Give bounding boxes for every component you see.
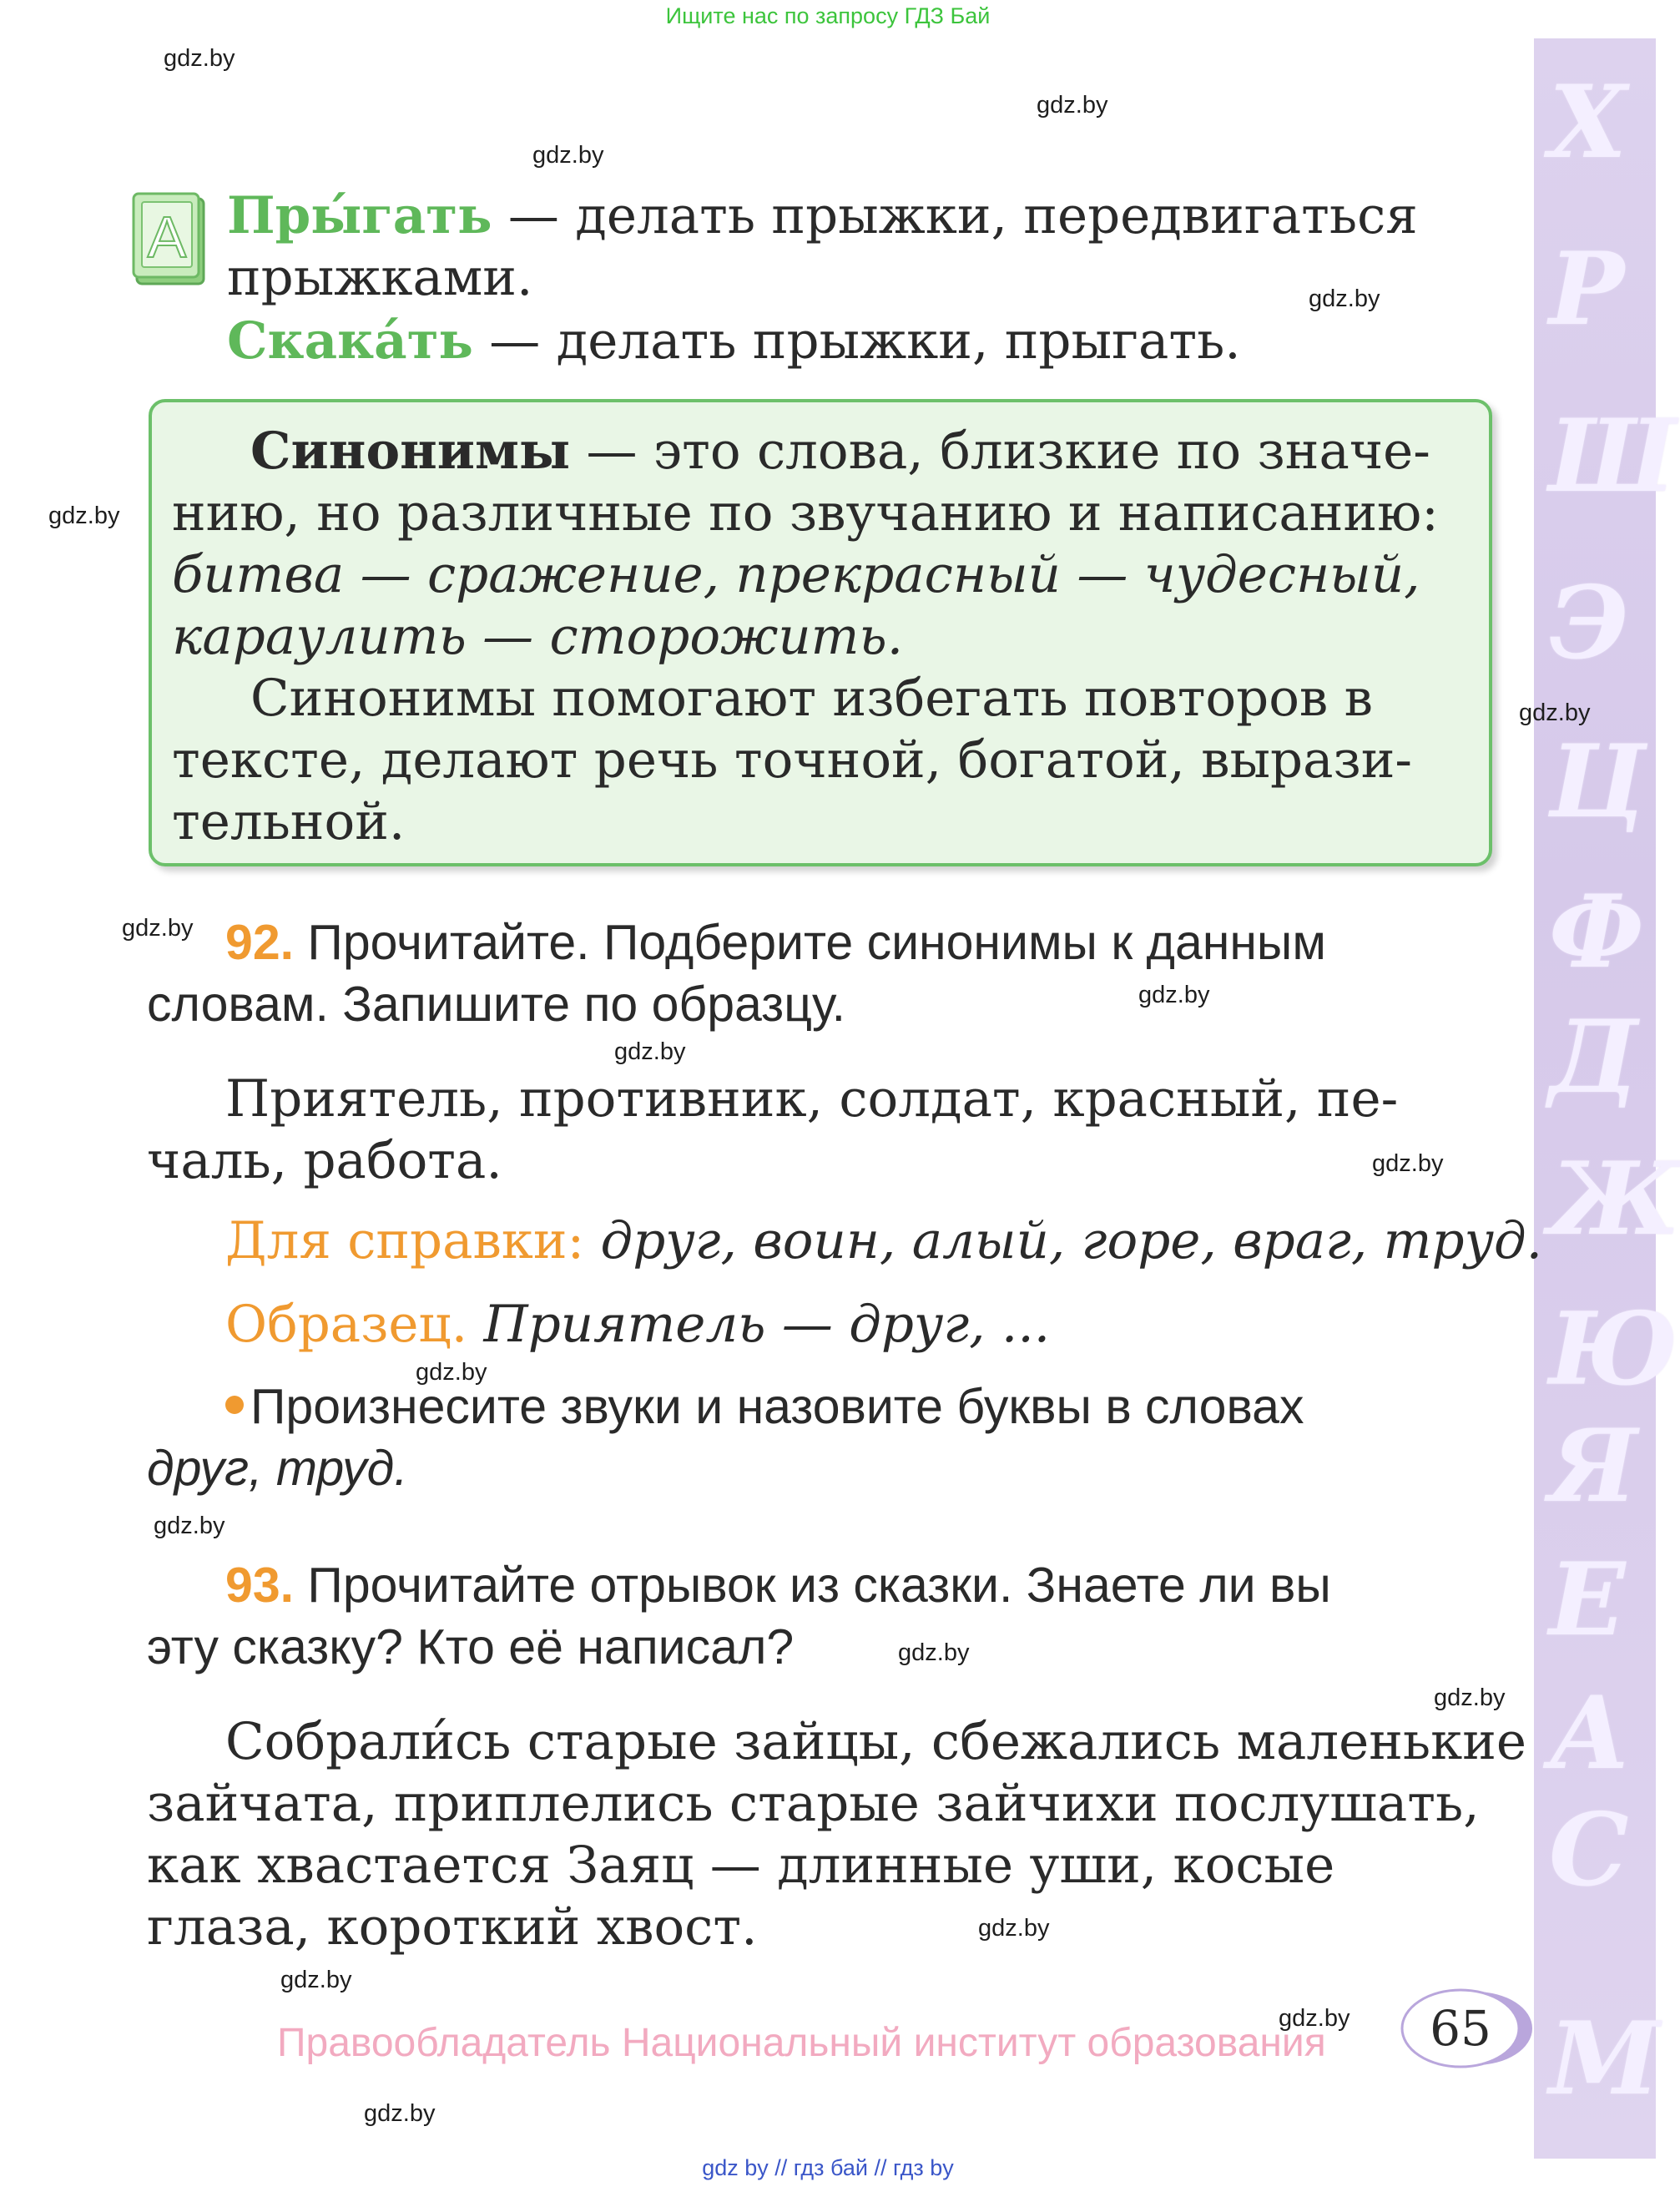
watermark: gdz.by (122, 915, 194, 942)
task-text: Прочитайте отрывок из сказки. Знаете ли вы (294, 1558, 1331, 1613)
watermark: gdz.by (1138, 982, 1210, 1008)
strip-letter: Х (1549, 63, 1627, 181)
dictionary-entry-1 (227, 185, 1418, 247)
strip-letter: Ж (1549, 1140, 1680, 1258)
strip-letter: Ш (1549, 397, 1677, 515)
dictionary-entry-2 (227, 311, 1241, 372)
extra-task-text: Произнесите звуки и назовите буквы в словах (250, 1379, 1304, 1434)
watermark: gdz.by (978, 1915, 1050, 1942)
watermark: gdz.by (280, 1967, 352, 1993)
exercise-92-task (225, 912, 1326, 973)
copyright-notice: Правообладатель Национальный институт образования (277, 2021, 1326, 2065)
dictionary-definition: — делать прыжки, прыгать. (472, 311, 1241, 371)
watermark: gdz.by (154, 1513, 225, 1539)
strip-letter: М (1549, 2000, 1660, 2118)
strip-letter: Я (1549, 1407, 1637, 1525)
watermark: gdz.by (48, 503, 120, 529)
watermark: gdz.by (364, 2100, 436, 2127)
top-banner: Ищите нас по запросу ГДЗ Бай (665, 3, 991, 28)
exercise-92-words: Приятель, противник, солдат, красный, пе- (225, 1069, 1399, 1129)
sample-label: Образец. (225, 1295, 468, 1354)
strip-letter: Ю (1549, 1290, 1678, 1408)
strip-letter: Д (1549, 998, 1638, 1116)
exercise-92-task-cont: словам. Запишите по образцу. (147, 977, 846, 1032)
story-line: Собрали́сь старые зайцы, сбежались маленькие (225, 1712, 1526, 1771)
exercise-number: 93. (225, 1558, 295, 1613)
rule-line (250, 421, 1430, 482)
rule-line: тексте, делают речь точной, богатой, вырази- (172, 730, 1413, 790)
rule-line: Синонимы помогают избегать повторов в (250, 669, 1374, 728)
story-line: глаза, короткий хвост. (147, 1897, 758, 1957)
strip-letter: Э (1549, 564, 1629, 682)
rule-line: нию, но различные по звучанию и написанию: (172, 483, 1439, 543)
bottom-links[interactable]: gdz by // гдз бай // гдз by (702, 2155, 954, 2180)
strip-letter: Ф (1549, 873, 1644, 991)
strip-letter: Е (1549, 1541, 1626, 1659)
reference-label: Для справки: (225, 1211, 585, 1270)
watermark: gdz.by (164, 45, 235, 72)
strip-letter: Р (1549, 230, 1625, 348)
strip-letter: А (1549, 1674, 1631, 1792)
strip-letter: Ц (1549, 723, 1646, 841)
task-text: Прочитайте. Подберите синонимы к данным (294, 915, 1326, 970)
story-line: зайчата, приплелись старые зайчихи послушать, (147, 1774, 1480, 1833)
dictionary-entry-1-cont: прыжками. (227, 248, 533, 307)
story-line: как хвастается Заяц — длинные уши, косые (147, 1836, 1335, 1895)
watermark: gdz.by (532, 142, 604, 169)
watermark: gdz.by (898, 1639, 970, 1666)
alphabet-strip (1534, 38, 1680, 2159)
rule-example: битва — сражение, прекрасный — чудесный, (172, 545, 1420, 604)
exercise-92-extra-words: друг, труд. (147, 1441, 408, 1496)
dictionary-definition: — делать прыжки, передвигаться (492, 186, 1418, 245)
svg-text:A: A (147, 205, 187, 270)
exercise-93-task-cont: эту сказку? Кто её написал? (147, 1619, 795, 1674)
exercise-93-task (225, 1554, 1331, 1616)
watermark: gdz.by (1434, 1684, 1506, 1711)
strip-letter: С (1549, 1791, 1629, 1909)
watermark: gdz.by (1519, 700, 1591, 726)
rule-line: тельной. (172, 792, 406, 851)
rule-example: караулить — сторожить. (172, 607, 904, 666)
sample-text: Приятель — друг, ... (467, 1295, 1051, 1354)
page-number-badge (1392, 1987, 1532, 2070)
exercise-number: 92. (225, 915, 295, 970)
watermark: gdz.by (1372, 1150, 1444, 1177)
dictionary-word: Скака́ть (227, 311, 473, 371)
exercise-92-sample (225, 1294, 1050, 1356)
dictionary-word: Пры́гать (227, 186, 492, 245)
exercise-92-extra (225, 1376, 1304, 1437)
watermark: gdz.by (1309, 285, 1380, 312)
watermark: gdz.by (614, 1038, 686, 1065)
exercise-92-reference (225, 1210, 1542, 1272)
page-number: 65 (1430, 2000, 1491, 2057)
rule-text: — это слова, близкие по значе- (570, 422, 1430, 481)
watermark: gdz.by (1279, 2005, 1350, 2032)
bullet-icon (225, 1396, 244, 1414)
dictionary-book-icon (132, 190, 207, 287)
exercise-92-words-cont: чаль, работа. (147, 1131, 502, 1190)
watermark: gdz.by (1037, 92, 1108, 119)
watermark: gdz.by (416, 1359, 487, 1386)
rule-term: Синонимы (250, 422, 571, 481)
reference-words: друг, воин, алый, горе, враг, труд. (584, 1211, 1543, 1270)
